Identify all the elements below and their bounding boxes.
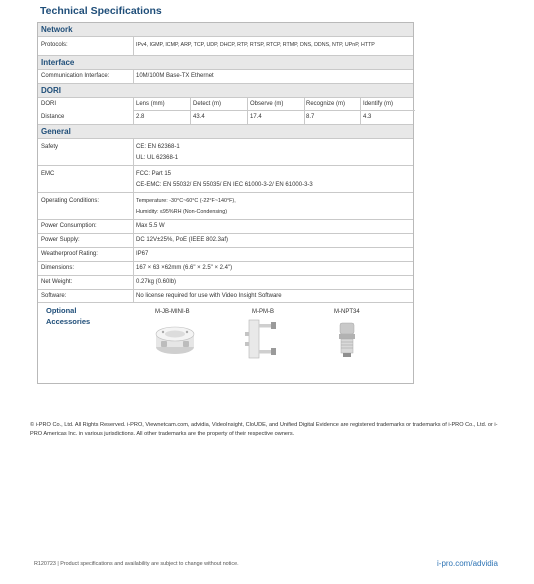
dori-header-recognize: Recognize (m) [306, 101, 346, 107]
weatherproof-value: IP67 [136, 251, 149, 257]
emc-value-ce: CE-EMC: EN 55032/ EN 55035/ EN IEC 61000-3-2/ EN 61000-3-3 [136, 182, 313, 188]
emc-label: EMC [41, 171, 55, 177]
pole-mount-icon [243, 318, 279, 360]
section-general: General [38, 125, 413, 138]
comm-interface-label: Communication Interface: [41, 73, 110, 79]
net-weight-value: 0.27kg (0.60lb) [136, 279, 177, 285]
distance-row-label: Distance [41, 114, 65, 120]
page-title: Technical Specifications [40, 5, 162, 17]
safety-value-ul: UL: UL 62368-1 [136, 155, 179, 161]
dori-value-observe: 17.4 [250, 114, 262, 120]
comm-interface-value: 10M/100M Base-TX Ethernet [136, 73, 214, 79]
power-supply-value: DC 12V±25%, PoE (IEEE 802.3af) [136, 237, 229, 243]
operating-temperature: Temperature: -30°C~60°C (-22°F~140°F), [136, 198, 236, 204]
dori-header-identify: Identify (m) [363, 101, 394, 107]
dori-header-detect: Detect (m) [193, 101, 222, 107]
dori-value-lens: 2.8 [136, 114, 145, 120]
dori-row-label: DORI [41, 101, 56, 107]
trademark-notice: © i-PRO Co., Ltd. All Rights Reserved. i-PRO, Viewnetcam.com, advidia, VideoInsight, CloUDE, and Unified Digital Evidence are registered trademarks or trademarks of i-PRO Co., Ltd. or i-PRO Americas Inc. in various jurisdictions. All other trademarks are the property of their respective owners. [30, 422, 498, 437]
operating-label: Operating Conditions: [41, 198, 100, 204]
power-consumption-label: Power Consumption: [41, 223, 97, 229]
dori-value-identify: 4.3 [363, 114, 372, 120]
dori-header-observe: Observe (m) [250, 101, 284, 107]
dimensions-label: Dimensions: [41, 265, 75, 271]
dori-header-lens: Lens (mm) [136, 101, 165, 107]
document-code: R120723 | Product specifications and availability are subject to change without notice. [34, 561, 239, 567]
dimensions-value: 167 × 63 ×62mm (6.6" × 2.5" × 2.4") [136, 265, 233, 271]
website-link[interactable]: i-pro.com/advidia [437, 559, 498, 568]
protocols-value: IPv4, IGMP, ICMP, ARP, TCP, UDP, DHCP, RTP, RTSP, RTCP, RTMP, DNS, DDNS, NTP, UPnP, HTTP [136, 42, 375, 48]
spec-table [37, 22, 414, 384]
accessory-label-pm: M-PM-B [252, 309, 274, 315]
accessory-label-npt: M-NPT34 [334, 309, 360, 315]
accessories-title: Optional Accessories [46, 306, 91, 326]
emc-value-fcc: FCC: Part 15 [136, 171, 172, 177]
section-network: Network [38, 23, 413, 36]
software-label: Software: [41, 293, 67, 299]
dori-value-detect: 43.4 [193, 114, 205, 120]
safety-value-ce: CE: EN 62368-1 [136, 144, 180, 150]
npt-adapter-icon [336, 321, 358, 359]
protocols-label: Protocols: [41, 42, 68, 48]
weatherproof-label: Weatherproof Rating: [41, 251, 98, 257]
net-weight-label: Net Weight: [41, 279, 73, 285]
section-interface: Interface [38, 56, 413, 69]
safety-label: Safety [41, 144, 59, 150]
software-value: No license required for use with Video Insight Software [136, 293, 282, 299]
accessory-label-jb-mini: M-JB-MINI-B [155, 309, 190, 315]
power-consumption-value: Max 5.5 W [136, 223, 165, 229]
section-dori: DORI [38, 84, 413, 97]
dori-value-recognize: 8.7 [306, 114, 315, 120]
junction-box-icon [153, 321, 197, 357]
power-supply-label: Power Supply: [41, 237, 80, 243]
operating-humidity: Humidity: ≤95%RH (Non-Condensing) [136, 209, 228, 215]
